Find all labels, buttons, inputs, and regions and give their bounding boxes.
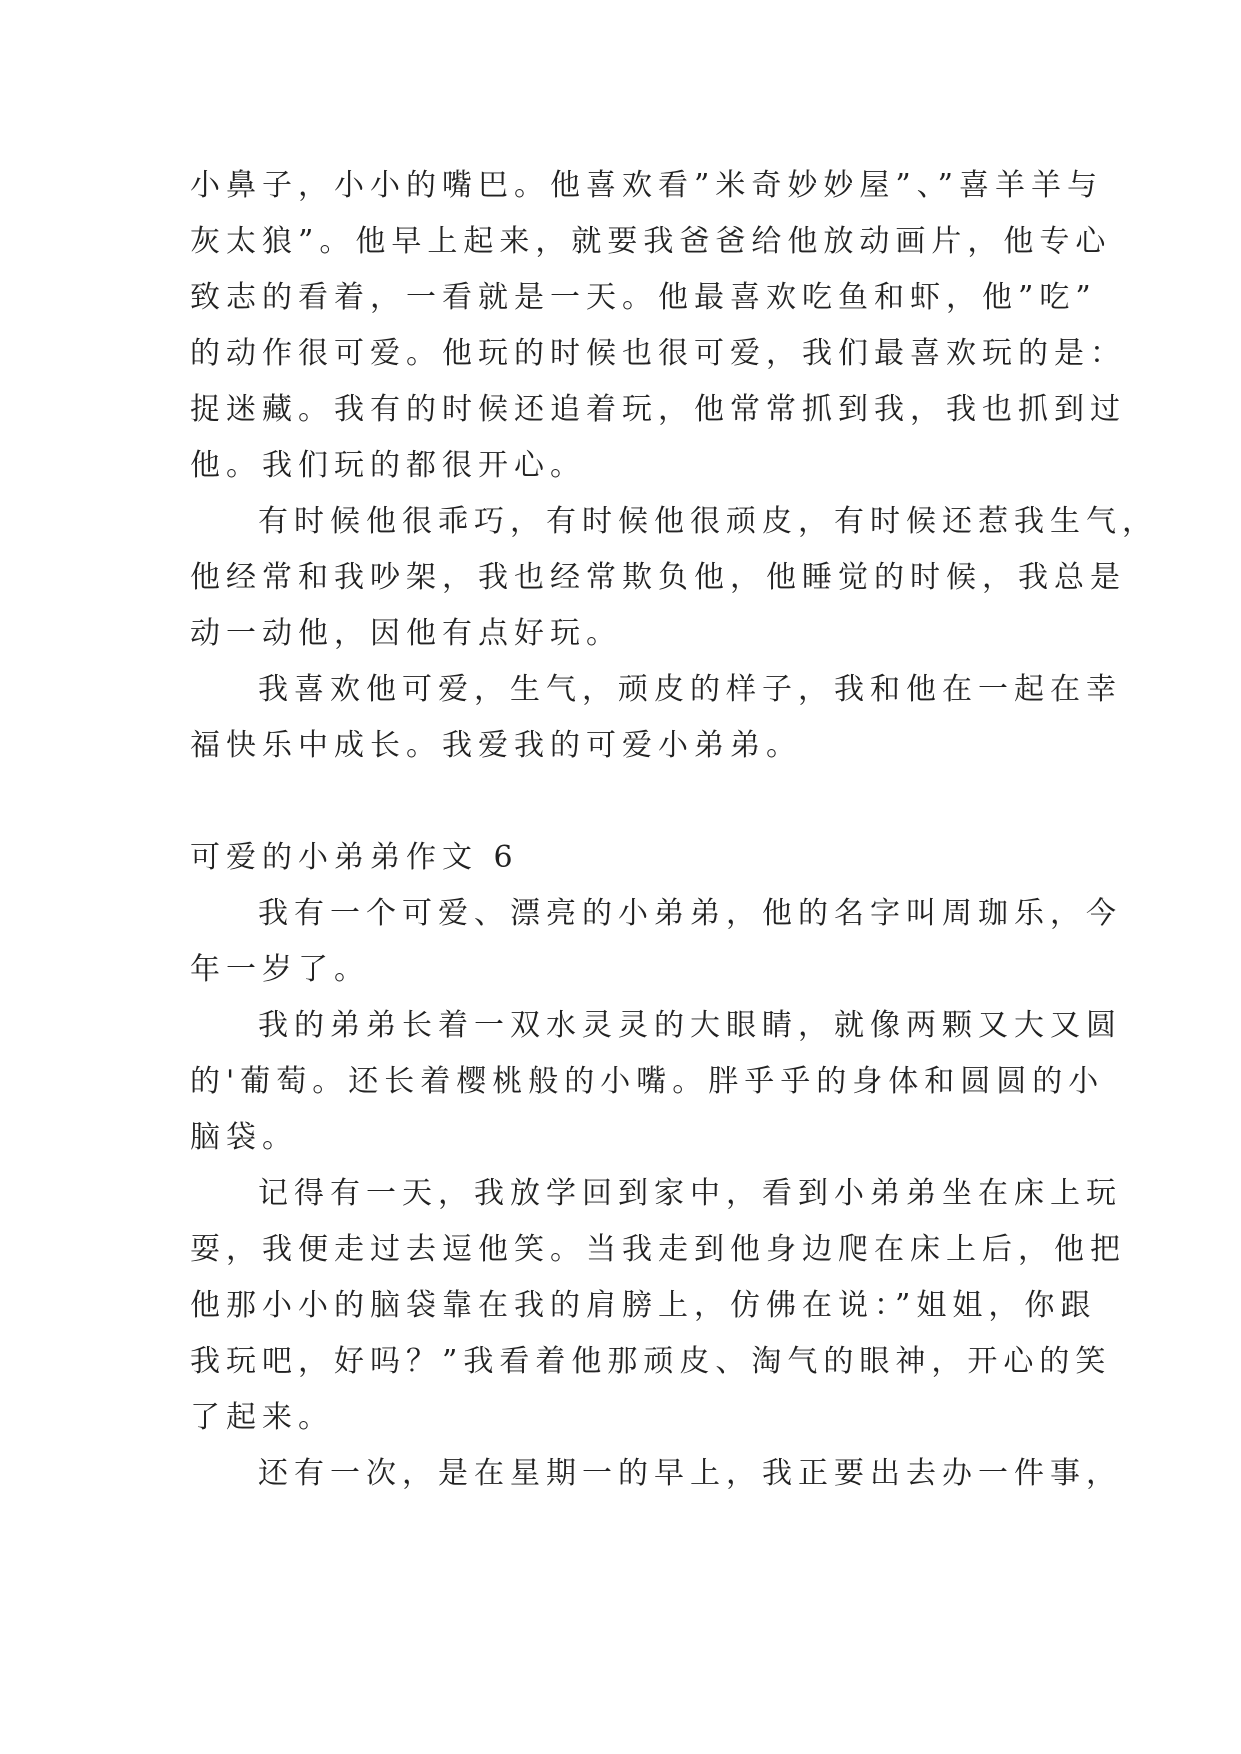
- text-line: 的'葡萄。还长着樱桃般的小嘴。胖乎乎的身体和圆圆的小: [190, 1064, 1105, 1099]
- section-title: 可爱的小弟弟作文 6: [190, 840, 519, 875]
- paragraph-4: [190, 886, 1122, 998]
- text-line: 我玩吧，好吗？”我看着他那顽皮、淘气的眼神，开心的笑: [190, 1344, 1112, 1379]
- text-line: 的动作很可爱。他玩的时候也很可爱，我们最喜欢玩的是：: [190, 336, 1126, 371]
- text-line: 了起来。: [190, 1400, 334, 1435]
- text-line: 他。我们玩的都很开心。: [190, 448, 586, 483]
- blank-line: [190, 774, 1060, 830]
- text-line: 他那小小的脑袋靠在我的肩膀上，仿佛在说：”姐姐，你跟: [190, 1288, 1097, 1323]
- paragraph-1: [190, 158, 1126, 494]
- paragraph-3: [190, 662, 1122, 774]
- text-line: 他经常和我吵架，我也经常欺负他，他睡觉的时候，我总是: [190, 560, 1126, 595]
- text-line: 记得有一天，我放学回到家中，看到小弟弟坐在床上玩: [258, 1176, 1122, 1211]
- paragraph-5: [190, 998, 1122, 1166]
- text-line: 捉迷藏。我有的时候还追着玩，他常常抓到我，我也抓到过: [190, 392, 1126, 427]
- text-line: 耍，我便走过去逗他笑。当我走到他身边爬在床上后，他把: [190, 1232, 1126, 1267]
- text-line: 我的弟弟长着一双水灵灵的大眼睛，就像两颗又大又圆: [258, 1008, 1122, 1043]
- paragraph-2: [190, 494, 1158, 662]
- text-line: 我喜欢他可爱，生气，顽皮的样子，我和他在一起在幸: [258, 672, 1122, 707]
- text-line: 灰太狼”。他早上起来，就要我爸爸给他放动画片，他专心: [190, 224, 1112, 259]
- text-line: 还有一次，是在星期一的早上，我正要出去办一件事，: [258, 1456, 1122, 1491]
- essay-body: [190, 158, 1158, 1502]
- text-line: 脑袋。: [190, 1120, 298, 1155]
- text-line: 动一动他，因他有点好玩。: [190, 616, 622, 651]
- paragraph-7: [190, 1446, 1122, 1502]
- text-line: 致志的看着，一看就是一天。他最喜欢吃鱼和虾，他”吃”: [190, 280, 1097, 315]
- text-line: 年一岁了。: [190, 952, 370, 987]
- text-line: 小鼻子，小小的嘴巴。他喜欢看”米奇妙妙屋”、”喜羊羊与: [190, 168, 1104, 203]
- text-line: 福快乐中成长。我爱我的可爱小弟弟。: [190, 728, 802, 763]
- text-line: 有时候他很乖巧，有时候他很顽皮，有时候还惹我生气，: [258, 504, 1158, 539]
- paragraph-6: [190, 1166, 1126, 1446]
- text-line: 我有一个可爱、漂亮的小弟弟，他的名字叫周珈乐，今: [258, 896, 1122, 931]
